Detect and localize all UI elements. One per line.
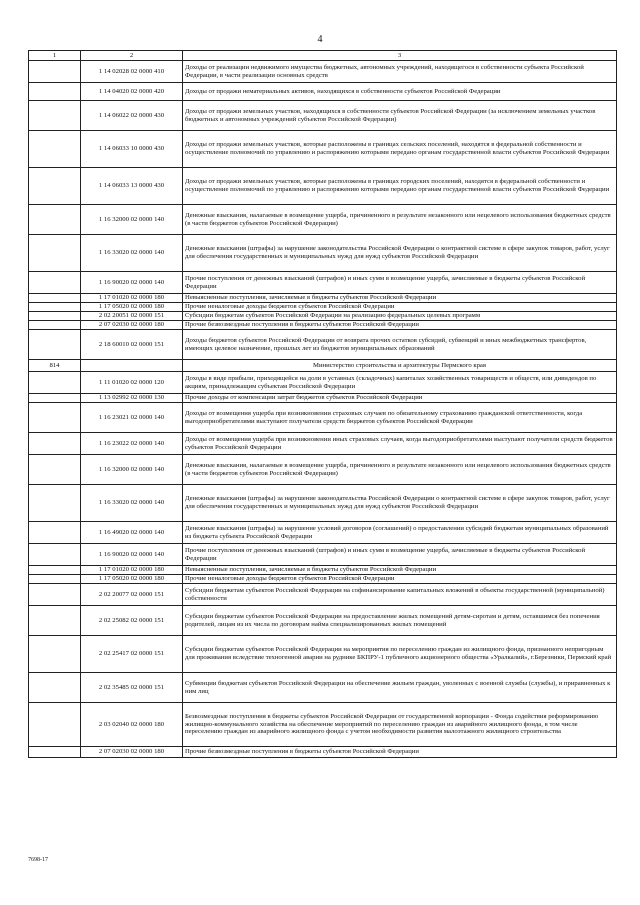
admin-code-cell — [29, 312, 81, 321]
table-row — [29, 606, 617, 636]
table-row — [29, 575, 617, 584]
revenue-code-cell: 1 16 49020 02 0000 140 — [81, 522, 183, 544]
table-row — [29, 636, 617, 673]
table-row — [29, 61, 617, 83]
table-row — [29, 394, 617, 403]
page-number: 4 — [317, 34, 323, 45]
admin-code-cell — [29, 606, 81, 636]
revenue-name-cell: Прочие безвозмездные поступления в бюджеты субъектов Российской Федерации — [183, 321, 617, 330]
revenue-name-cell: Доходы в виде прибыли, приходящейся на доли в уставных (складочных) капиталах хозяйственных товариществ и обществ, или дивидендов по акциям, принадлежащим субъектам Российской Федерации — [183, 372, 617, 394]
revenue-code-cell: 1 14 02028 02 0000 410 — [81, 61, 183, 83]
table-header-row — [29, 51, 617, 61]
admin-code-cell — [29, 372, 81, 394]
table-row — [29, 272, 617, 294]
revenue-code-cell: 2 02 35485 02 0000 151 — [81, 673, 183, 703]
admin-code-cell — [29, 485, 81, 522]
admin-code-cell — [29, 235, 81, 272]
revenue-code-cell: 1 14 04020 02 0000 420 — [81, 83, 183, 101]
revenue-name-cell: Субсидии бюджетам субъектов Российской Федерации на реализацию федеральных целевых программ — [183, 312, 617, 321]
revenue-name-cell: Невыясненные поступления, зачисляемые в бюджеты субъектов Российской Федерации — [183, 566, 617, 575]
revenue-name-cell: Безвозмездные поступления в бюджеты субъектов Российской Федерации от государственной корпорации - Фонда содействия реформированию жилищно-коммунального хозяйства на обеспечение мероприятий по переселению граждан из аварийного жилищного фонда, в том числе переселению граждан из аварийного жилищного фонда с учетом необходимости развития малоэтажного жилищного строительства — [183, 703, 617, 747]
table-row — [29, 433, 617, 455]
revenue-code-cell: 1 17 01020 02 0000 180 — [81, 566, 183, 575]
column-header: 1 — [29, 51, 81, 61]
table-row — [29, 235, 617, 272]
revenue-name-cell: Доходы от продажи земельных участков, находящихся в собственности субъектов Российской Федерации (за исключением земельных участков бюджетных и автономных учреждений субъектов Российской Федерации) — [183, 101, 617, 131]
revenue-name-cell: Денежные взыскания (штрафы) за нарушение законодательства Российской Федерации о контрактной системе в сфере закупок товаров, работ, услуг для обеспечения государственных и муниципальных нужд для нужд субъектов Российской Федерации — [183, 485, 617, 522]
revenue-code-cell: 2 02 20077 02 0000 151 — [81, 584, 183, 606]
table-row — [29, 703, 617, 747]
admin-code-cell — [29, 83, 81, 101]
revenue-code-cell: 1 17 05020 02 0000 180 — [81, 575, 183, 584]
revenue-code-cell: 1 16 32000 02 0000 140 — [81, 205, 183, 235]
table-row — [29, 584, 617, 606]
revenue-code-cell: 2 07 02030 02 0000 180 — [81, 321, 183, 330]
revenue-code-cell: 1 14 06022 02 0000 430 — [81, 101, 183, 131]
revenue-name-cell: Прочие доходы от компенсации затрат бюджетов субъектов Российской Федерации — [183, 394, 617, 403]
revenue-code-cell: 2 02 25082 02 0000 151 — [81, 606, 183, 636]
table-row — [29, 403, 617, 433]
admin-code-cell — [29, 168, 81, 205]
revenue-name-cell: Доходы от возмещения ущерба при возникновении иных страховых случаев, когда выгодоприобретателями выступают получатели средств бюджетов субъектов Российской Федерации — [183, 433, 617, 455]
revenue-name-cell: Доходы от продажи земельных участков, которые расположены в границах сельских поселений, находятся в федеральной собственности и осуществление полномочий по управлению и распоряжению которыми передано органам государственной власти субъектов Российской Федерации — [183, 131, 617, 168]
revenue-name-cell: Доходы от продажи нематериальных активов, находящихся в собственности субъектов Российской Федерации — [183, 83, 617, 101]
table-row — [29, 205, 617, 235]
admin-code-cell — [29, 433, 81, 455]
revenue-name-cell: Денежные взыскания (штрафы) за нарушение законодательства Российской Федерации о контрактной системе в сфере закупок товаров, работ, услуг для обеспечения государственных и муниципальных нужд для нужд субъектов Российской Федерации — [183, 235, 617, 272]
revenue-name-cell: Субсидии бюджетам субъектов Российской Федерации на предоставление жилых помещений детям-сиротам и детям, оставшимся без попечения родителей, лицам из их числа по договорам найма специализированных жилых помещений — [183, 606, 617, 636]
admin-code-cell — [29, 272, 81, 294]
revenue-name-cell: Доходы от реализации недвижимого имущества бюджетных, автономных учреждений, находящегося в собственности субъекта Российской Федерации, в части реализации основных средств — [183, 61, 617, 83]
column-header: 2 — [81, 51, 183, 61]
revenue-name-cell: Прочие неналоговые доходы бюджетов субъектов Российской Федерации — [183, 575, 617, 584]
section-header-row — [29, 360, 617, 372]
admin-code-cell — [29, 566, 81, 575]
revenue-name-cell: Доходы от продажи земельных участков, которые расположены в границах городских поселений, находятся в федеральной собственности и осуществление полномочий по управлению и распоряжению которыми передано органам государственной власти субъектов Российской Федерации — [183, 168, 617, 205]
revenue-code-cell: 1 16 32000 02 0000 140 — [81, 455, 183, 485]
admin-code-cell — [29, 584, 81, 606]
revenue-code-cell — [81, 360, 183, 372]
table-row — [29, 131, 617, 168]
revenue-name-cell: Денежные взыскания, налагаемые в возмещение ущерба, причиненного в результате незаконного или нецелевого использования бюджетных средств (в части бюджетов субъектов Российской Федерации) — [183, 205, 617, 235]
admin-code-cell — [29, 321, 81, 330]
revenue-name-cell: Прочие безвозмездные поступления в бюджеты субъектов Российской Федерации — [183, 747, 617, 758]
revenue-code-cell: 2 03 02040 02 0000 180 — [81, 703, 183, 747]
revenue-code-cell: 1 16 90020 02 0000 140 — [81, 272, 183, 294]
revenue-name-cell: Доходы бюджетов субъектов Российской Федерации от возврата прочих остатков субсидий, субвенций и иных межбюджетных трансфертов, имеющих целевое назначение, прошлых лет из бюджетов муниципальных образований — [183, 330, 617, 360]
revenue-code-cell: 1 14 06033 10 0000 430 — [81, 131, 183, 168]
admin-code-cell — [29, 455, 81, 485]
admin-code-cell — [29, 636, 81, 673]
revenue-code-cell: 2 02 20051 02 0000 151 — [81, 312, 183, 321]
revenue-code-cell: 2 07 02030 02 0000 180 — [81, 747, 183, 758]
table-row — [29, 294, 617, 303]
revenue-code-cell: 1 16 23021 02 0000 140 — [81, 403, 183, 433]
revenue-code-cell: 1 13 02992 02 0000 130 — [81, 394, 183, 403]
revenue-code-cell: 1 16 23022 02 0000 140 — [81, 433, 183, 455]
table-row — [29, 522, 617, 544]
admin-code-cell — [29, 575, 81, 584]
table-row — [29, 321, 617, 330]
revenue-codes-table — [28, 50, 617, 758]
table-row — [29, 312, 617, 321]
revenue-name-cell: Субсидии бюджетам субъектов Российской Федерации на мероприятия по переселению граждан из жилищного фонда, признанного непригодным для проживания вследствие техногенной аварии на руднике БКПРУ-1 публичного акционерного общества «Уралкалий», г.Березники, Пермский край — [183, 636, 617, 673]
admin-code-cell — [29, 403, 81, 433]
admin-code-cell — [29, 394, 81, 403]
table-row — [29, 372, 617, 394]
revenue-code-cell: 1 16 33020 02 0000 140 — [81, 485, 183, 522]
admin-code-cell — [29, 703, 81, 747]
admin-code-cell — [29, 544, 81, 566]
admin-code-cell — [29, 61, 81, 83]
revenue-name-cell: Субвенции бюджетам субъектов Российской Федерации на обеспечение жильем граждан, уволенных с военной службы (службы), и приравненных к ним лиц — [183, 673, 617, 703]
table-row — [29, 747, 617, 758]
admin-code-cell — [29, 303, 81, 312]
admin-code-cell — [29, 522, 81, 544]
revenue-name-cell: Денежные взыскания (штрафы) за нарушение условий договоров (соглашений) о предоставлении субсидий бюджетам муниципальных образований из бюджета субъекта Российской Федерации — [183, 522, 617, 544]
revenue-code-cell: 1 16 33020 02 0000 140 — [81, 235, 183, 272]
table-row — [29, 330, 617, 360]
table-row — [29, 673, 617, 703]
revenue-code-cell: 1 16 90020 02 0000 140 — [81, 544, 183, 566]
admin-code-cell — [29, 131, 81, 168]
revenue-name-cell: Денежные взыскания, налагаемые в возмещение ущерба, причиненного в результате незаконного или нецелевого использования бюджетных средств (в части бюджетов субъектов Российской Федерации) — [183, 455, 617, 485]
admin-code-cell — [29, 205, 81, 235]
revenue-name-cell: Субсидии бюджетам субъектов Российской Федерации на софинансирование капитальных вложений в объекты государственной (муниципальной) собственности — [183, 584, 617, 606]
admin-code-cell — [29, 294, 81, 303]
table-row — [29, 485, 617, 522]
revenue-code-cell: 2 02 25417 02 0000 151 — [81, 636, 183, 673]
admin-code-cell — [29, 101, 81, 131]
admin-code-cell — [29, 673, 81, 703]
revenue-code-cell: 1 17 01020 02 0000 180 — [81, 294, 183, 303]
admin-code-cell — [29, 747, 81, 758]
revenue-code-cell: 1 17 05020 02 0000 180 — [81, 303, 183, 312]
table-row — [29, 303, 617, 312]
table-row — [29, 168, 617, 205]
revenue-code-cell: 1 14 06033 13 0000 430 — [81, 168, 183, 205]
column-header: 3 — [183, 51, 617, 61]
table-row — [29, 83, 617, 101]
revenue-code-cell: 1 11 01020 02 0000 120 — [81, 372, 183, 394]
revenue-name-cell: Прочие поступления от денежных взысканий (штрафов) и иных сумм в возмещение ущерба, зачисляемые в бюджеты субъектов Российской Федерации — [183, 272, 617, 294]
admin-code-cell: 814 — [29, 360, 81, 372]
document-footer-code: 7698-17 — [28, 857, 48, 863]
revenue-code-cell: 2 18 60010 02 0000 151 — [81, 330, 183, 360]
administrator-name-cell: Министерство строительства и архитектуры Пермского края — [183, 360, 617, 372]
table-row — [29, 566, 617, 575]
revenue-name-cell: Доходы от возмещения ущерба при возникновении страховых случаев по обязательному страхованию гражданской ответственности, когда выгодоприобретателями выступают получатели средств бюджетов субъектов Российской Федерации — [183, 403, 617, 433]
table-row — [29, 101, 617, 131]
revenue-name-cell: Невыясненные поступления, зачисляемые в бюджеты субъектов Российской Федерации — [183, 294, 617, 303]
admin-code-cell — [29, 330, 81, 360]
table-row — [29, 544, 617, 566]
table-row — [29, 455, 617, 485]
revenue-name-cell: Прочие неналоговые доходы бюджетов субъектов Российской Федерации — [183, 303, 617, 312]
revenue-name-cell: Прочие поступления от денежных взысканий (штрафов) и иных сумм в возмещение ущерба, зачисляемые в бюджеты субъектов Российской Федерации — [183, 544, 617, 566]
